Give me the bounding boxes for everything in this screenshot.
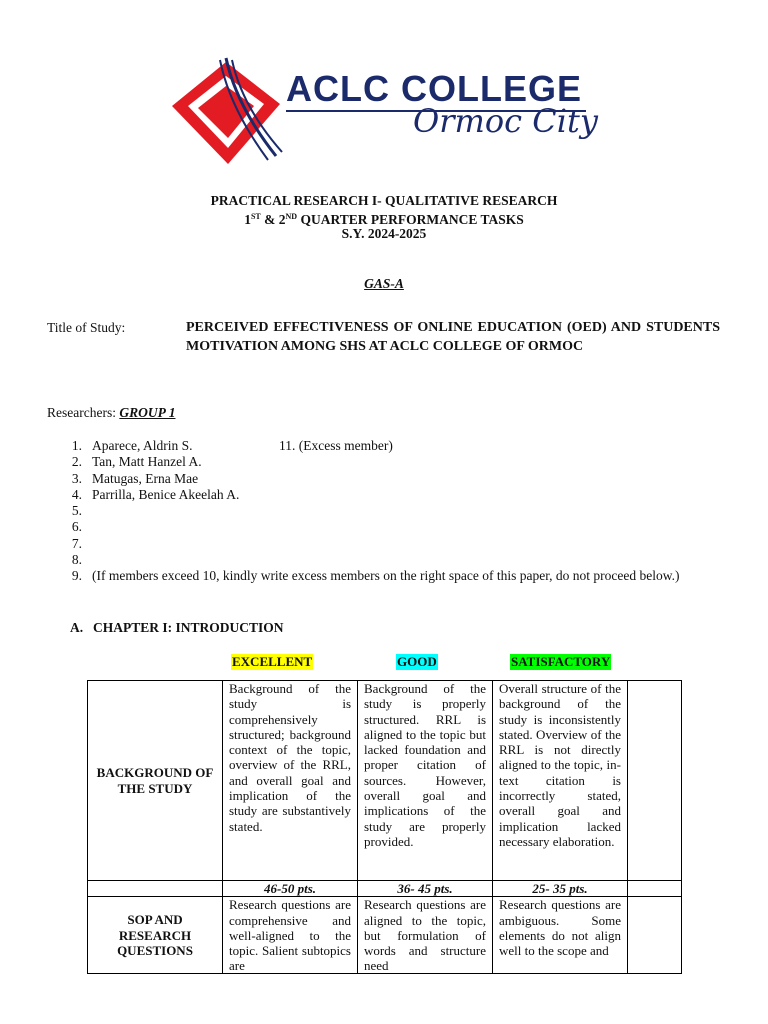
researchers-label-text: Researchers: [47,405,120,420]
quarter-first-sup: ST [250,212,261,221]
satisfactory-cell: Overall structure of the background of the study is inconsistently stated. Overview of the RRL is not directly aligned to the topic, in-text citation is incorrectly stated, overall goal and implication lacked necessary elaboration. [493,681,628,881]
list-item [64,568,680,584]
member-list [64,438,680,585]
school-year: S.Y. 2024-2025 [341,226,427,241]
quarter-first: 1 [244,212,251,227]
excess-member: 11. (Excess member) [279,438,393,453]
study-title-label: Title of Study: [47,320,126,335]
member-number: 2. [71,454,82,470]
researchers-label [47,405,175,421]
member-name: Parrilla, Benice Akeelah A. [92,486,240,502]
study-title: PERCEIVED EFFECTIVENESS OF ONLINE EDUCATION (OED) AND STUDENTS MOTIVATION AMONG SHS AT ACLC COLLEGE OF ORMOC [186,320,720,354]
score-cell[interactable] [628,681,682,881]
rubric-table [87,680,682,974]
points-excellent: 46-50 pts. [223,881,358,897]
logo-name: ACLC COLLEGE [286,68,582,109]
logo-location: Ormoc City [413,102,598,140]
member-number: 3. [71,470,82,486]
good-text: Research questions are aligned to the topic, but formulation of words and structure need [364,897,486,974]
list-item [64,487,680,503]
course-title: PRACTICAL RESEARCH I- QUALITATIVE RESEARCH [210,193,558,208]
criterion-text: SOP AND RESEARCH QUESTIONS [117,912,193,958]
table-row [88,897,682,974]
quarter-suffix: QUARTER PERFORMANCE TASKS [297,212,524,227]
table-row [88,881,682,897]
empty-cell [628,881,682,897]
satisfactory-cell [493,897,628,974]
member-name: Aparece, Aldrin S. [92,438,193,453]
quarter-second-sup: ND [285,212,298,221]
member-name: (If members exceed 10, kindly write excess members on the right space of this paper, do not proceed below.) [92,568,680,584]
table-row [88,681,682,881]
section-name: GAS-A [364,276,404,291]
logo-emblem-icon [168,56,288,168]
rating-good: GOOD [397,654,437,669]
excellent-cell [223,897,358,974]
criterion-cell: BACKGROUND OF THE STUDY [88,681,223,881]
points-satisfactory: 25- 35 pts. [493,881,628,897]
chapter-title: CHAPTER I: INTRODUCTION [93,620,284,635]
excellent-cell: Background of the study is comprehensively structured; background context of the topic, overview of the RRL, and overall goal and implication of the study are substantively stated. [223,681,358,881]
list-item [64,536,680,552]
excellent-text: Research questions are comprehensive and well-aligned to the topic. Salient subtopics are [229,897,351,974]
chapter-heading [70,620,284,636]
list-item [64,454,680,470]
rating-excellent: EXCELLENT [232,654,313,669]
score-cell[interactable] [628,897,682,974]
chapter-letter: A. [70,620,84,635]
rating-satisfactory: SATISFACTORY [511,654,611,669]
member-number: 6. [71,519,82,535]
member-number: 5. [71,503,82,519]
points-good: 36- 45 pts. [358,881,493,897]
member-name: Tan, Matt Hanzel A. [92,454,202,470]
list-item [64,471,680,487]
group-name: GROUP 1 [119,405,176,420]
list-item [64,503,680,519]
member-number: 7. [71,535,82,551]
satisfactory-text: Research questions are ambiguous. Some elements do not align well to the scope and [499,897,621,959]
member-number: 4. [71,486,82,502]
aclc-college-logo [168,56,608,168]
good-cell: Background of the study is properly structured. RRL is aligned to the topic but lacked foundation and proper citation of sources. However, overall goal and implications of the study are properly provided. [358,681,493,881]
good-cell [358,897,493,974]
member-number: 8. [71,552,82,568]
criterion-cell [88,897,223,974]
list-item [64,552,680,568]
empty-cell [88,881,223,897]
member-number: 9. [71,568,82,584]
member-name: Matugas, Erna Mae [92,470,199,486]
member-number: 1. [71,438,82,453]
quarter-second: & 2 [260,212,286,227]
list-item [64,519,680,535]
